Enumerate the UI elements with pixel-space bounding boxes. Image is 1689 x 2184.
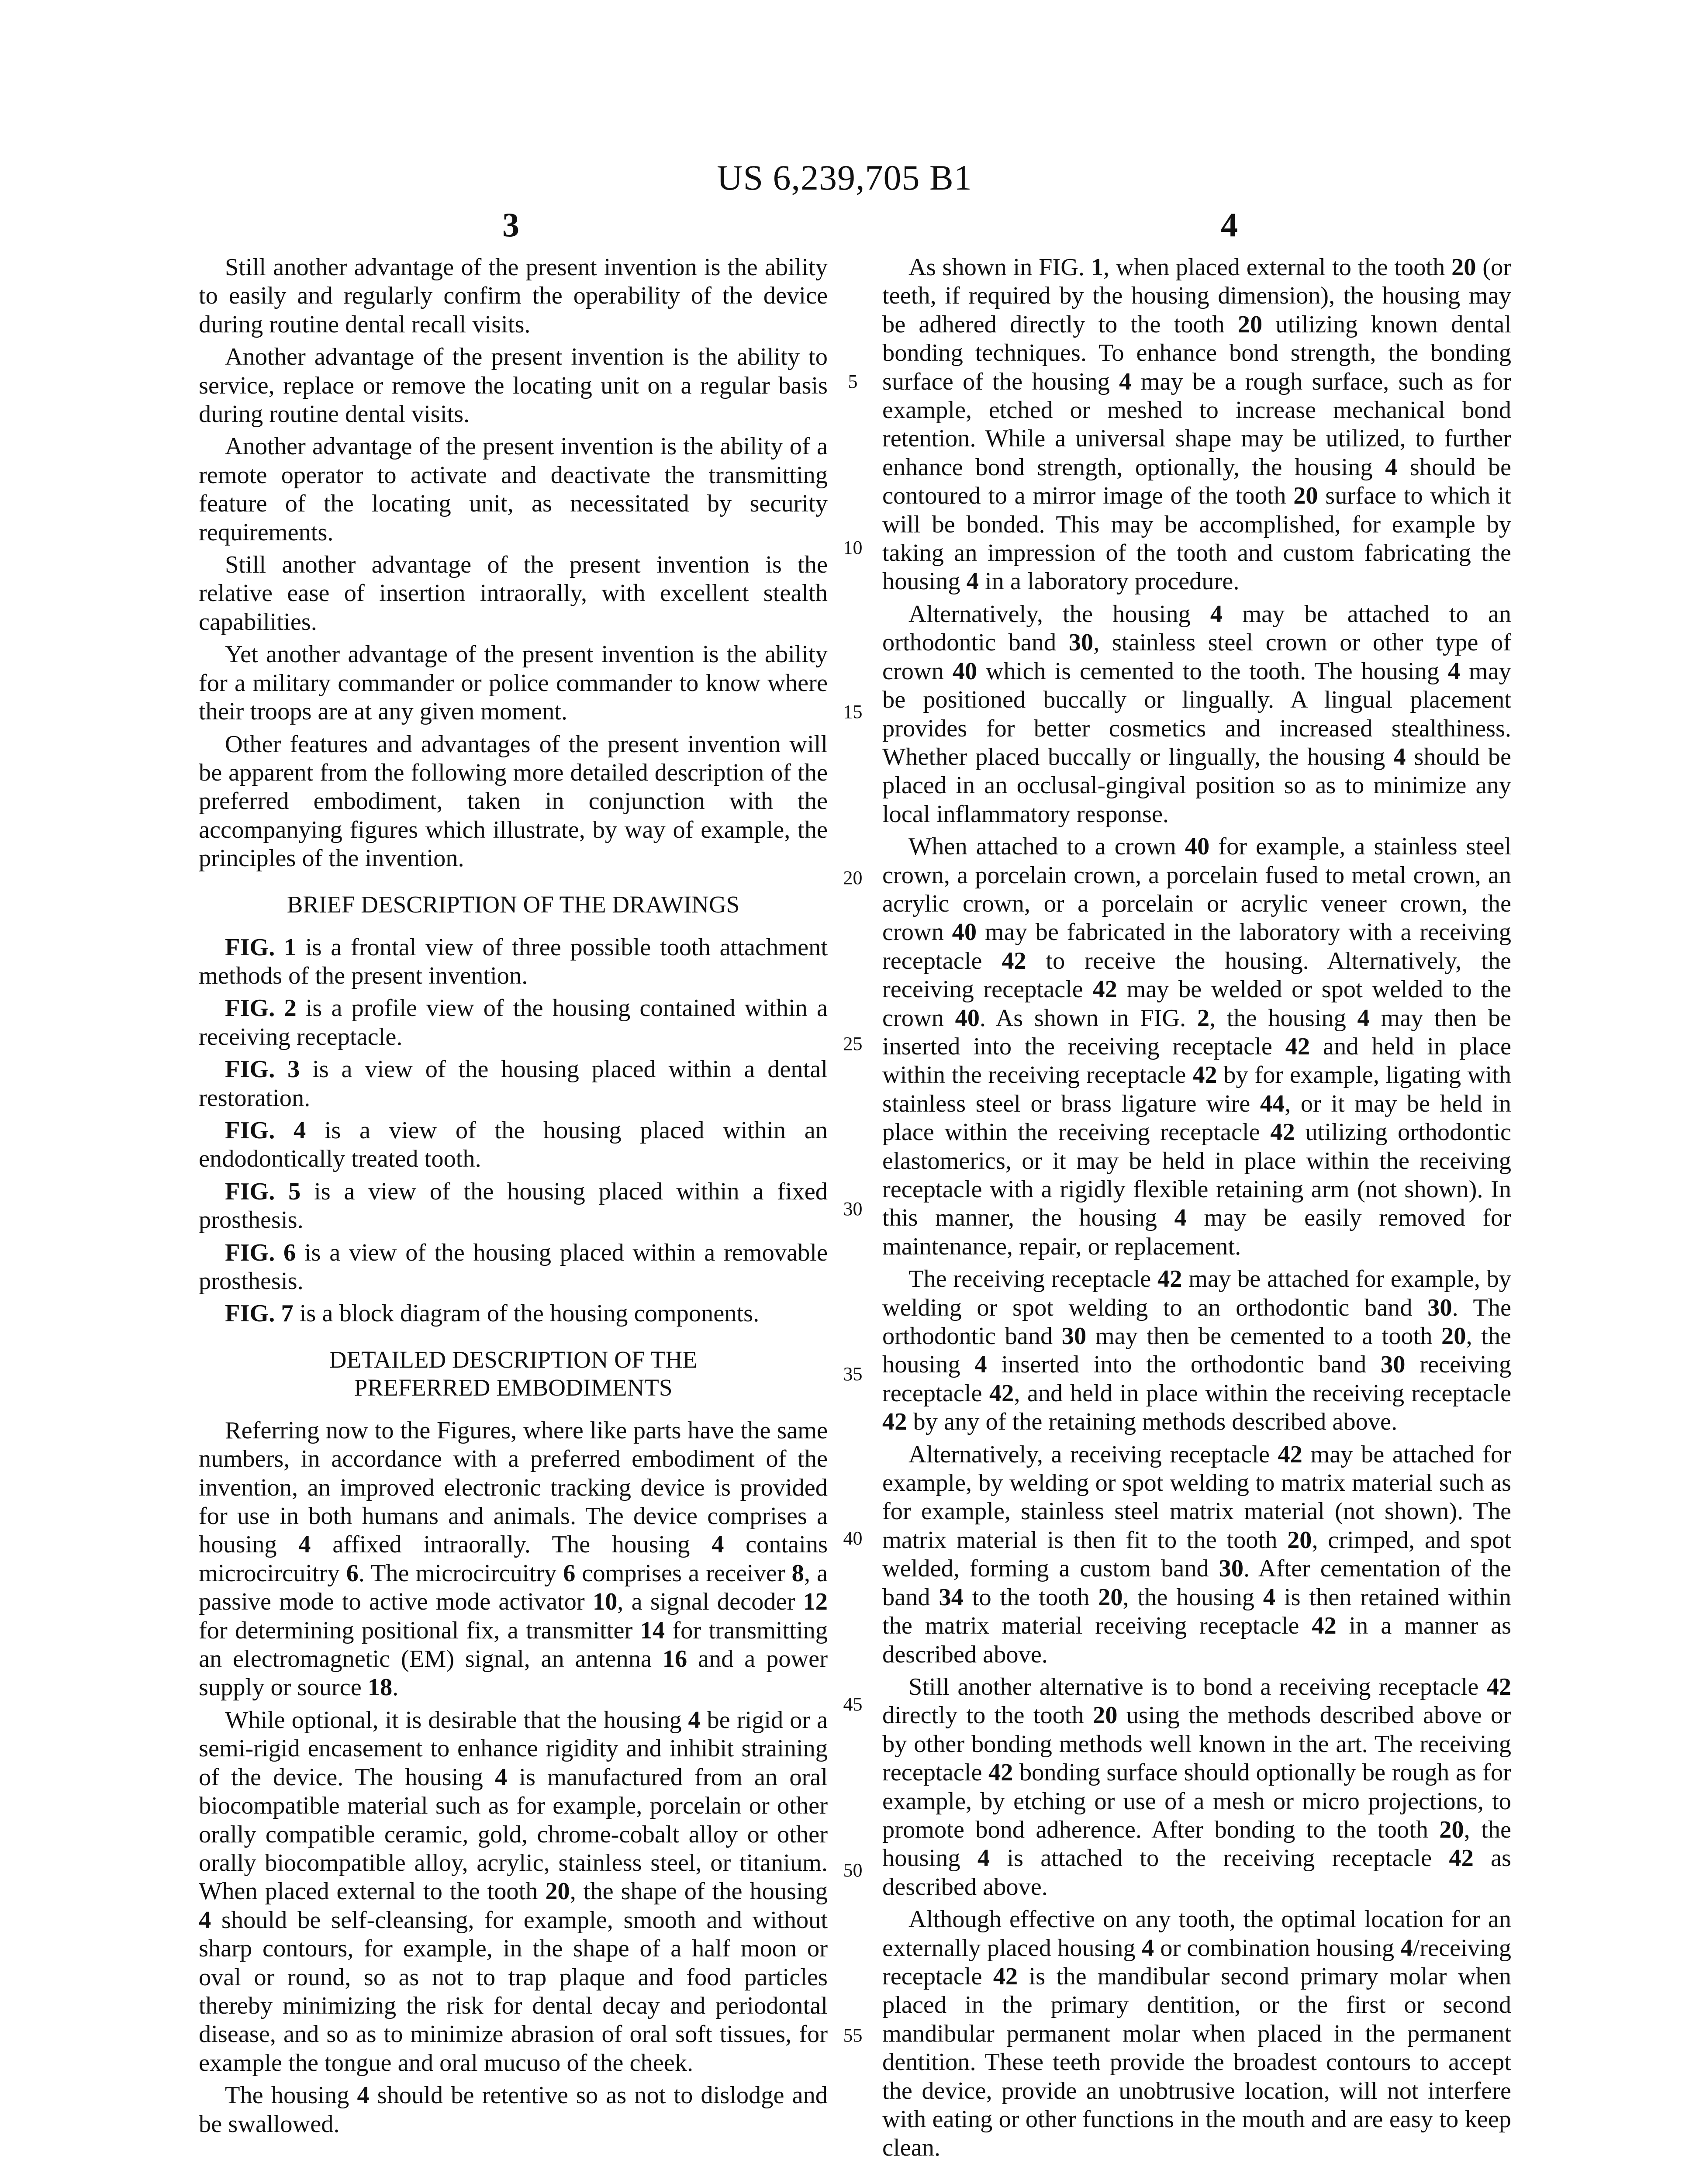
text-run: may be attached for example, by welding or spot welding to matrix material such as for example, stainless steel matrix material (not shown). The matrix material is then fit to the tooth	[882, 1441, 1511, 1554]
paragraph: Yet another advantage of the present invention is the ability for a military commander or police commander to know where their troops are at any given moment.	[199, 641, 828, 726]
text-run: to receive the housing. Alternatively, the receiving receptacle	[882, 947, 1511, 1003]
paragraph: Another advantage of the present invention is the ability to service, replace or remove the locating unit on a regular basis during routine dental visits.	[199, 343, 828, 428]
text-run: should be placed in an occlusal-gingival position so as to minimize any local inflammatory response.	[882, 743, 1511, 828]
reference-numeral: 30	[1219, 1555, 1244, 1583]
text-run: Although effective on any tooth, the optimal location for an externally placed housing	[882, 1906, 1511, 1962]
text-run: , stainless steel crown or other type of crown	[882, 629, 1511, 685]
line-number: 10	[843, 537, 863, 558]
reference-numeral: 4	[977, 1845, 990, 1872]
reference-numeral: 42	[1278, 1441, 1302, 1468]
line-number: 5	[848, 371, 858, 392]
figure-text: is a view of the housing placed within a fixed prosthesis.	[199, 1178, 828, 1234]
text-run: , a passive mode to active mode activator	[199, 1559, 828, 1616]
text-run: , the housing	[882, 1323, 1512, 1379]
figure-text: is a view of the housing placed within an endodontically treated tooth.	[199, 1116, 828, 1173]
reference-numeral: 42	[988, 1759, 1013, 1787]
reference-numeral: 20	[1439, 1816, 1464, 1843]
text-run: /receiving receptacle	[882, 1934, 1511, 1990]
text-run: . As shown in FIG.	[979, 1004, 1197, 1032]
text-run: contains microcircuitry	[199, 1531, 828, 1587]
reference-numeral: 42	[1192, 1061, 1217, 1089]
reference-numeral: 12	[803, 1588, 828, 1616]
reference-numeral: 16	[662, 1645, 687, 1673]
figure-text: is a profile view of the housing contained within a receiving receptacle.	[199, 995, 828, 1051]
figure-description	[199, 1178, 828, 1235]
figure-description	[199, 1116, 828, 1174]
reference-numeral: 20	[1287, 1526, 1312, 1554]
reference-numeral: 4	[1119, 368, 1132, 395]
line-number: 35	[843, 1363, 863, 1385]
figure-text: is a block diagram of the housing components.	[293, 1300, 760, 1327]
reference-numeral: 44	[1260, 1090, 1285, 1117]
text-run: to the tooth	[963, 1583, 1098, 1611]
text-run: by for example, ligating with stainless steel or brass ligature wire	[882, 1061, 1511, 1117]
reference-numeral: 6	[563, 1559, 576, 1587]
text-run: .	[392, 1674, 399, 1701]
reference-numeral: 40	[1185, 833, 1210, 860]
reference-numeral: 42	[1285, 1033, 1310, 1060]
figure-label: FIG. 3	[225, 1056, 300, 1083]
reference-numeral: 20	[1441, 1323, 1466, 1350]
figure-description	[199, 1299, 828, 1328]
figure-description	[199, 1239, 828, 1296]
text-run: is then retained within the matrix material receiving receptacle	[882, 1583, 1511, 1640]
paragraph	[882, 1441, 1511, 1669]
figure-label: FIG. 7	[225, 1300, 294, 1327]
text-run: When attached to a crown	[908, 833, 1185, 860]
line-number: 30	[843, 1198, 863, 1220]
text-run: , the housing	[1123, 1583, 1263, 1611]
reference-numeral: 30	[1061, 1323, 1087, 1350]
text-run: . The orthodontic band	[882, 1294, 1511, 1350]
text-run: , a signal decoder	[617, 1588, 803, 1616]
text-run: by any of the retaining methods described above.	[907, 1408, 1398, 1436]
figure-text: is a view of the housing placed within a dental restoration.	[199, 1056, 828, 1112]
reference-numeral: 42	[1092, 976, 1117, 1003]
paragraph: Still another advantage of the present invention is the relative ease of insertion intraorally, with excellent stealth capabilities.	[199, 551, 828, 636]
figure-description	[199, 1055, 828, 1113]
reference-numeral: 4	[1174, 1204, 1187, 1232]
reference-numeral: 42	[882, 1408, 907, 1436]
reference-numeral: 4	[1447, 657, 1461, 685]
text-run: may be attached for example, by welding or spot welding to an orthodontic band	[882, 1265, 1512, 1321]
reference-numeral: 20	[1293, 482, 1318, 510]
reference-numeral: 42	[1486, 1673, 1511, 1700]
reference-numeral: 4	[199, 1906, 211, 1934]
text-run: utilizing orthodontic elastomerics, or it may be held in place within the receiving receptacle with a rigidly flexible retaining arm (not shown). In this manner, the housing	[882, 1119, 1511, 1232]
paragraph	[199, 1706, 828, 2077]
reference-numeral: 2	[1197, 1004, 1210, 1032]
text-run: Alternatively, the housing	[908, 600, 1210, 628]
paragraph	[882, 600, 1511, 829]
text-run: , and held in place within the receiving receptacle	[1014, 1379, 1511, 1407]
text-run: and a power supply or source	[199, 1645, 828, 1701]
reference-numeral: 42	[1002, 947, 1026, 975]
paragraph	[882, 1673, 1511, 1901]
patent-number: US 6,239,705 B1	[717, 158, 972, 197]
paragraph	[882, 1905, 1511, 2163]
text-run: may be fabricated in the laboratory with a receiving receptacle	[882, 919, 1511, 975]
reference-numeral: 20	[1451, 254, 1476, 281]
text-run: should be contoured to a mirror image of the tooth	[882, 453, 1511, 510]
text-run: bonding surface should optionally be rough as for example, by etching or use of a mesh or micro projections, to promote bond adherence. After bonding to the tooth	[882, 1759, 1511, 1843]
reference-numeral: 42	[1157, 1265, 1182, 1293]
text-run: for example, a stainless steel crown, a porcelain crown, a porcelain fused to metal crown, an acrylic crown, or a porcelain or acrylic veneer crown, the crown	[882, 833, 1511, 946]
text-run: is manufactured from an oral biocompatible material such as for example, porcelain or other orally compatible ceramic, gold, chrome-cobalt alloy or other orally biocompatible alloy, acrylic, stainless steel, or titanium. When placed external to the tooth	[199, 1763, 828, 1905]
line-number: 45	[843, 1693, 863, 1715]
paragraph	[199, 2081, 828, 2139]
text-run: As shown in FIG.	[908, 254, 1091, 281]
figure-label: FIG. 6	[225, 1239, 296, 1266]
figure-label: FIG. 5	[225, 1178, 301, 1205]
right-column	[882, 253, 1511, 2167]
line-number: 55	[843, 2025, 863, 2046]
reference-numeral: 8	[791, 1559, 804, 1587]
column-number-right: 4	[1221, 206, 1238, 244]
figure-description	[199, 994, 828, 1051]
reference-numeral: 4	[298, 1531, 311, 1559]
text-run: , the shape of the housing	[570, 1878, 828, 1905]
reference-numeral: 20	[1093, 1702, 1118, 1729]
text-run: affixed intraorally. The housing	[311, 1531, 712, 1559]
text-run: , crimped, and spot welded, forming a custom band	[882, 1526, 1511, 1583]
text-run: for determining positional fix, a transmitter	[199, 1617, 640, 1644]
heading-line: PREFERRED EMBODIMENTS	[354, 1374, 673, 1401]
text-run: While optional, it is desirable that the housing	[225, 1706, 688, 1734]
line-number: 50	[843, 1859, 863, 1881]
text-run: may be attached to an orthodontic band	[882, 600, 1512, 657]
text-run: , or it may be held in place within the receiving receptacle	[882, 1090, 1511, 1146]
paragraph	[882, 1265, 1511, 1436]
text-run: should be retentive so as not to dislodge and be swallowed.	[199, 2082, 828, 2138]
text-run: receiving receptacle	[882, 1351, 1512, 1407]
reference-numeral: 4	[1400, 1934, 1413, 1962]
reference-numeral: 1	[1091, 254, 1104, 281]
reference-numeral: 20	[1098, 1583, 1123, 1611]
paragraph	[882, 833, 1511, 1261]
figure-label: FIG. 2	[225, 995, 297, 1022]
text-run: may then be cemented to a tooth	[1086, 1323, 1442, 1350]
reference-numeral: 42	[993, 1963, 1018, 1990]
reference-numeral: 4	[1210, 600, 1223, 628]
text-run: in a laboratory procedure.	[978, 568, 1240, 595]
line-number: 20	[843, 867, 863, 888]
text-run: or combination housing	[1154, 1934, 1401, 1962]
text-run: utilizing known dental bonding techniques. To enhance bond strength, the bonding surface of the housing	[882, 311, 1512, 395]
text-run: may be a rough surface, such as for example, etched or meshed to increase mechanical bond retention. While a universal shape may be utilized, to further enhance bond strength, optionally, the housing	[882, 368, 1511, 481]
text-run: inserted into the orthodontic band	[987, 1351, 1381, 1379]
text-run: directly to the tooth	[882, 1702, 1093, 1729]
text-run: , the housing	[882, 1816, 1511, 1872]
reference-numeral: 40	[955, 1004, 980, 1032]
figure-text: is a frontal view of three possible tooth attachment methods of the present invention.	[199, 933, 828, 989]
text-run: which is cemented to the tooth. The housing	[977, 657, 1448, 685]
left-column	[199, 253, 828, 2143]
figure-description	[199, 933, 828, 991]
text-run: for transmitting an electromagnetic (EM) signal, an antenna	[199, 1617, 828, 1673]
reference-numeral: 20	[1237, 311, 1263, 338]
reference-numeral: 4	[966, 568, 979, 595]
reference-numeral: 4	[1141, 1934, 1154, 1962]
line-number: 25	[843, 1033, 863, 1054]
reference-numeral: 30	[1427, 1294, 1452, 1321]
text-run: , when placed external to the tooth	[1103, 254, 1452, 281]
reference-numeral: 30	[1068, 629, 1094, 657]
text-run: using the methods described above or by other bonding methods well known in the art. The receiving receptacle	[882, 1702, 1511, 1787]
reference-numeral: 4	[1263, 1583, 1276, 1611]
text-run: may then be inserted into the receiving receptacle	[882, 1004, 1511, 1060]
text-run: Still another alternative is to bond a receiving receptacle	[908, 1673, 1487, 1700]
reference-numeral: 40	[952, 657, 977, 685]
paragraph	[882, 253, 1511, 596]
reference-numeral: 42	[1449, 1845, 1474, 1872]
reference-numeral: 4	[974, 1351, 987, 1379]
reference-numeral: 4	[1385, 453, 1398, 481]
text-run: The housing	[225, 2082, 357, 2109]
paragraph: Another advantage of the present invention is the ability of a remote operator to activate and deactivate the transmitting feature of the locating unit, as necessitated by security requirements.	[199, 433, 828, 546]
reference-numeral: 4	[1393, 743, 1406, 771]
text-run: should be self-cleansing, for example, smooth and without sharp contours, for example, in the shape of a half moon or oval or round, so as not to trap plaque and food particles thereby minimizing the risk for dental decay and periodontal disease, and so as to minimize abrasion of oral soft tissues, for example the tongue and oral mucuso of the cheek.	[199, 1906, 828, 2077]
figure-text: is a view of the housing placed within a removable prosthesis.	[199, 1239, 828, 1295]
text-run: may be easily removed for maintenance, repair, or replacement.	[882, 1204, 1511, 1260]
text-run: Alternatively, a receiving receptacle	[908, 1441, 1278, 1468]
text-run: Referring now to the Figures, where like parts have the same numbers, in accordance with a preferred embodiment of the invention, an improved electronic tracking device is provided for use in both humans and animals. The device comprises a housing	[199, 1417, 828, 1559]
text-run: comprises a receiver	[575, 1559, 792, 1587]
text-run: is attached to the receiving receptacle	[990, 1845, 1449, 1872]
figure-label: FIG. 1	[225, 933, 297, 961]
section-heading-detailed	[199, 1346, 828, 1402]
reference-numeral: 10	[592, 1588, 618, 1616]
column-number-left: 3	[502, 206, 519, 244]
reference-numeral: 30	[1381, 1351, 1406, 1379]
reference-numeral: 6	[346, 1559, 359, 1587]
reference-numeral: 4	[357, 2082, 370, 2109]
text-run: surface to which it will be bonded. This may be accomplished, for example by taking an impression of the tooth and custom fabricating the housing	[882, 482, 1512, 595]
heading-line: DETAILED DESCRIPTION OF THE	[329, 1346, 698, 1373]
line-numbers	[832, 253, 874, 2184]
text-run: as described above.	[882, 1845, 1512, 1901]
text-run: , the housing	[1209, 1004, 1357, 1032]
text-run: (or teeth, if required by the housing dimension), the housing may be adhered directly to the tooth	[882, 254, 1511, 338]
reference-numeral: 4	[1357, 1004, 1370, 1032]
reference-numeral: 18	[367, 1674, 393, 1701]
reference-numeral: 4	[495, 1763, 508, 1791]
reference-numeral: 20	[545, 1878, 570, 1905]
text-run: be rigid or a semi-rigid encasement to enhance rigidity and inhibit straining of the device. The housing	[199, 1706, 828, 1791]
line-number: 15	[843, 701, 863, 722]
reference-numeral: 40	[952, 919, 977, 946]
reference-numeral: 14	[640, 1617, 665, 1644]
text-run: The receiving receptacle	[908, 1265, 1158, 1293]
paragraph: Still another advantage of the present invention is the ability to easily and regularly confirm the operability of the device during routine dental recall visits.	[199, 254, 828, 338]
text-run: is the mandibular second primary molar when placed in the primary dentition, or the first or second mandibular permanent molar when placed in the permanent dentition. These teeth provide the broadest contours to accept the device, provide an unobtrusive location, will not interfere with eating or other functions in the mouth and are easy to keep clean.	[882, 1963, 1511, 2162]
reference-numeral: 4	[688, 1706, 701, 1734]
reference-numeral: 34	[939, 1583, 964, 1611]
paragraph	[199, 1417, 828, 1702]
reference-numeral: 42	[989, 1379, 1014, 1407]
figure-label: FIG. 4	[225, 1116, 306, 1144]
text-run: . The microcircuitry	[358, 1559, 563, 1587]
line-number: 40	[843, 1527, 863, 1549]
text-run: and held in place within the receiving receptacle	[882, 1033, 1511, 1089]
section-heading-brief: BRIEF DESCRIPTION OF THE DRAWINGS	[287, 891, 740, 918]
text-run: in a manner as described above.	[882, 1612, 1511, 1668]
text-run: . After cementation of the band	[882, 1555, 1511, 1611]
reference-numeral: 42	[1270, 1119, 1295, 1146]
text-run: may be positioned buccally or lingually. A lingual placement provides for better cosmetics and increased stealthiness. Whether placed buccally or lingually, the housing	[882, 657, 1511, 771]
paragraph: Other features and advantages of the present invention will be apparent from the following more detailed description of the preferred embodiment, taken in conjunction with the accompanying figures which illustrate, by way of example, the principles of the invention.	[199, 730, 828, 872]
reference-numeral: 42	[1312, 1612, 1337, 1640]
text-run: may be welded or spot welded to the crown	[882, 976, 1511, 1032]
reference-numeral: 4	[712, 1531, 724, 1559]
